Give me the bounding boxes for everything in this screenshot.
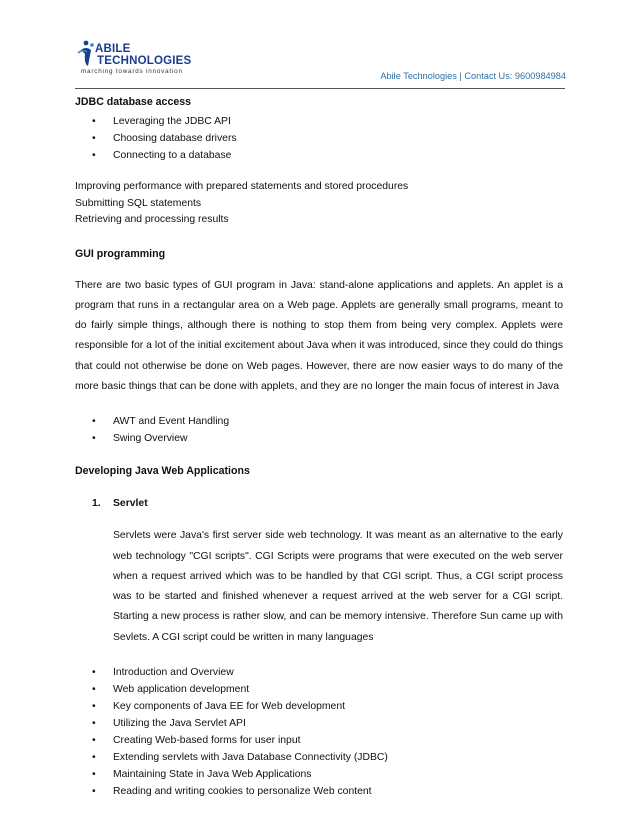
- gui-heading: GUI programming: [75, 247, 166, 260]
- item-title: Servlet: [113, 498, 148, 510]
- page-header: [75, 38, 565, 89]
- logo-text-line2: TECHNOLOGIES: [97, 55, 192, 67]
- list-item: • Web application development: [75, 681, 563, 698]
- contact-info: Abile Technologies | Contact Us: 9600984984: [380, 71, 566, 81]
- list-item: • Swing Overview: [75, 430, 563, 447]
- list-item: • Choosing database drivers: [75, 130, 563, 147]
- jdbc-heading: JDBC database access: [75, 96, 192, 108]
- list-item: • Reading and writing cookies to personalize Web content: [75, 783, 563, 800]
- numbered-item-servlet: [75, 496, 563, 512]
- servlet-bullet-list: [75, 664, 563, 800]
- list-item: • Creating Web-based forms for user input: [75, 732, 563, 749]
- jdbc-extra-lines: [75, 179, 563, 229]
- list-item: • Leveraging the JDBC API: [75, 113, 563, 130]
- list-item: • Connecting to a database: [75, 147, 563, 164]
- company-logo: [75, 38, 192, 78]
- text-line: Submitting SQL statements: [75, 197, 202, 209]
- jdbc-bullet-list: [75, 113, 563, 164]
- item-number: 1.: [92, 498, 101, 510]
- web-heading: Developing Java Web Applications: [75, 465, 250, 478]
- gui-bullet-list: [75, 413, 563, 447]
- logo-tagline: marching towards innovation: [81, 68, 183, 75]
- text-line: Retrieving and processing results: [75, 214, 229, 225]
- list-item: • Maintaining State in Java Web Applications: [75, 766, 563, 783]
- document-body: [75, 94, 563, 800]
- list-item: • Extending servlets with Java Database Connectivity (JDBC): [75, 749, 563, 766]
- list-item: • Introduction and Overview: [75, 664, 563, 681]
- servlet-paragraph: Servlets were Java's first server side web technology. It was meant as an alternative to the early web technology "CGI scripts". CGI Scripts were programs that were executed on the web server when a request arrived which was to be handled by that CGI script. Thus, a CGI script process was to be started and finished whenever a request arrived at the web server for a CGI script. Starting a new process is rather slow, and can be memory intensive. Therefore Sun came up with Sevlets. A CGI script could be written in many languages: [113, 530, 563, 643]
- list-item: • Utilizing the Java Servlet API: [75, 715, 563, 732]
- text-line: Improving performance with prepared statements and stored procedures: [75, 181, 409, 192]
- list-item: • AWT and Event Handling: [75, 413, 563, 430]
- gui-paragraph: There are two basic types of GUI program in Java: stand-alone applications and applets. An applet is a program that runs in a rectangular area on a Web page. Applets are generally small programs, meant to do fairly simple things, although there is nothing to stop them from being very complex. Applets were responsible for a lot of the initial excitement about Java when it was introduced, since they could do things that could not otherwise be done on Web pages. However, there are now easier ways to do many of the more basic things that can be done with applets, and they are no longer the main focus of interest in Java: [75, 279, 563, 392]
- list-item: • Key components of Java EE for Web development: [75, 698, 563, 715]
- logo-text-line1: ABILE: [95, 43, 131, 55]
